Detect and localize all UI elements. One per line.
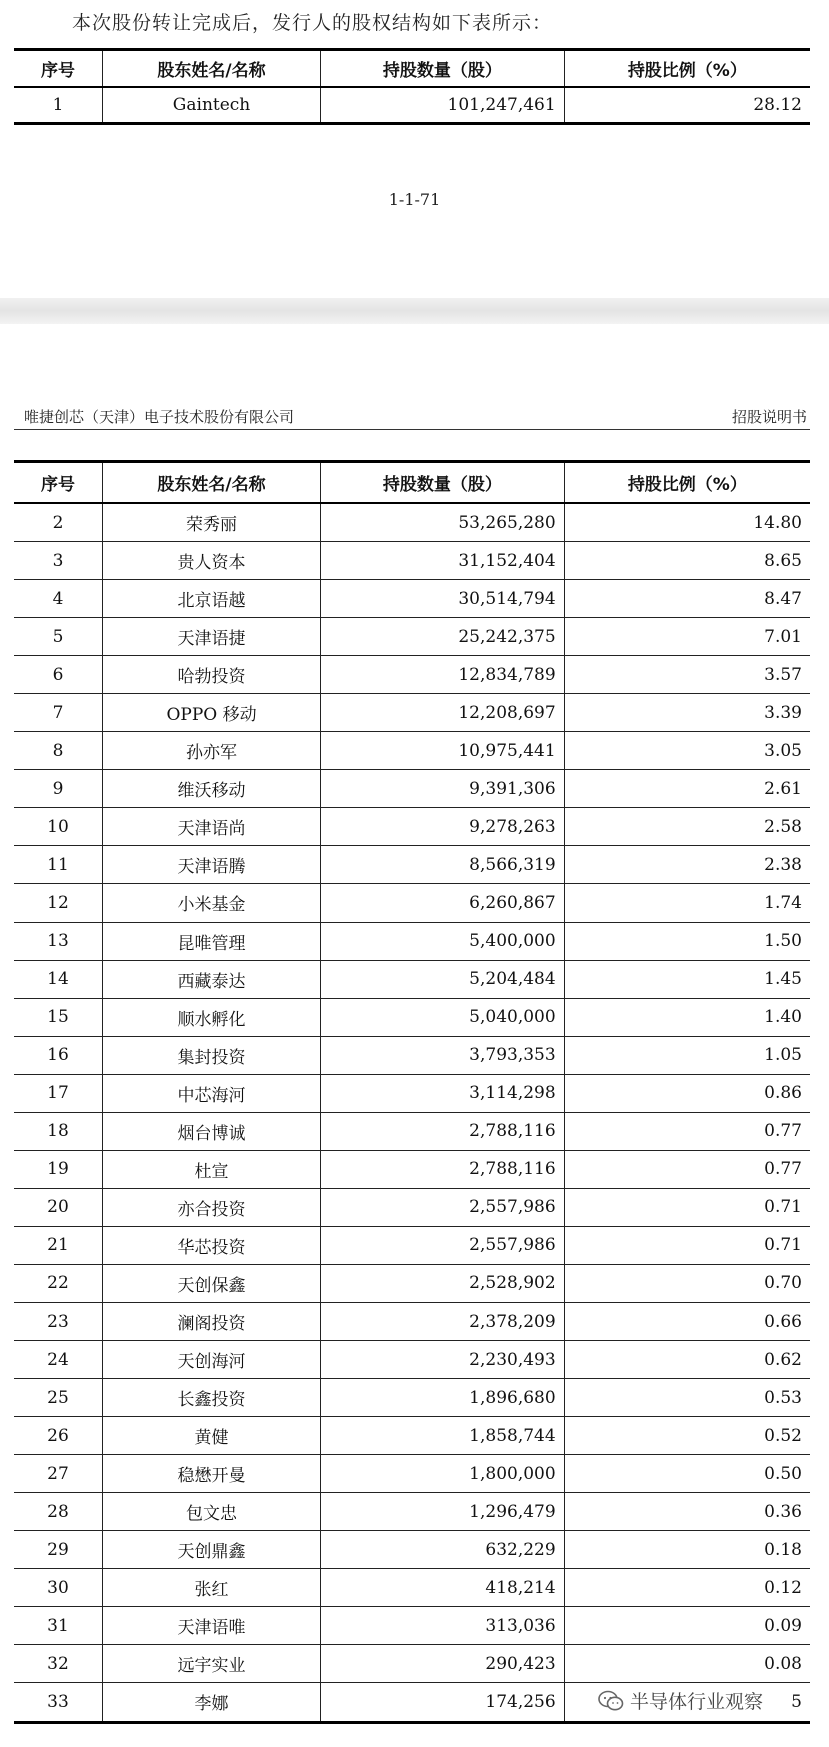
cell-no: 26	[14, 1417, 102, 1455]
table-row	[14, 846, 810, 884]
cell-no: 31	[14, 1607, 102, 1645]
cell-name: 小米基金	[102, 884, 320, 922]
cell-shares: 174,256	[321, 1683, 565, 1722]
cell-ratio: 1.50	[564, 922, 810, 960]
cell-name: 杜宣	[102, 1150, 320, 1188]
table-row	[14, 656, 810, 694]
cell-shares: 1,896,680	[321, 1379, 565, 1417]
cell-name: 荣秀丽	[102, 503, 320, 542]
cell-name: 天津语尚	[102, 808, 320, 846]
cell-shares: 418,214	[321, 1569, 565, 1607]
cell-ratio: 0.52	[564, 1417, 810, 1455]
column-header-shares: 持股数量（股）	[321, 50, 565, 88]
cell-no: 30	[14, 1569, 102, 1607]
table-row	[14, 770, 810, 808]
cell-ratio: 7.01	[564, 618, 810, 656]
table-row	[14, 1188, 810, 1226]
cell-shares: 1,858,744	[321, 1417, 565, 1455]
cell-shares: 10,975,441	[321, 732, 565, 770]
cell-ratio: 1.40	[564, 998, 810, 1036]
cell-ratio: 8.65	[564, 542, 810, 580]
cell-shares: 8,566,319	[321, 846, 565, 884]
cell-no: 8	[14, 732, 102, 770]
column-header-name: 股东姓名/名称	[102, 462, 320, 504]
cell-shares: 632,229	[321, 1531, 565, 1569]
cell-ratio: 0.36	[564, 1493, 810, 1531]
cell-shares: 2,788,116	[321, 1112, 565, 1150]
table-row	[14, 618, 810, 656]
cell-ratio: 0.71	[564, 1226, 810, 1264]
table-row	[14, 1150, 810, 1188]
watermark	[594, 1685, 767, 1716]
cell-name: 黄健	[102, 1417, 320, 1455]
cell-ratio: 2.61	[564, 770, 810, 808]
cell-shares: 31,152,404	[321, 542, 565, 580]
cell-ratio: 0.53	[564, 1379, 810, 1417]
cell-no: 33	[14, 1683, 102, 1722]
intro-text: 本次股份转让完成后，发行人的股权结构如下表所示：	[72, 12, 553, 34]
cell-no: 20	[14, 1188, 102, 1226]
cell-name: 李娜	[102, 1683, 320, 1722]
cell-shares: 30,514,794	[321, 580, 565, 618]
cell-ratio: 0.08	[564, 1645, 810, 1683]
cell-shares: 1,800,000	[321, 1455, 565, 1493]
cell-name: 亦合投资	[102, 1188, 320, 1226]
cell-ratio: 2.58	[564, 808, 810, 846]
cell-name: 华芯投资	[102, 1226, 320, 1264]
cell-name: 北京语越	[102, 580, 320, 618]
cell-ratio: 5	[564, 1683, 810, 1722]
cell-shares: 5,400,000	[321, 922, 565, 960]
cell-name: 稳懋开曼	[102, 1455, 320, 1493]
cell-shares: 3,793,353	[321, 1036, 565, 1074]
cell-shares: 9,278,263	[321, 808, 565, 846]
cell-name: 维沃移动	[102, 770, 320, 808]
cell-name: 澜阁投资	[102, 1302, 320, 1340]
column-header-no: 序号	[14, 462, 102, 504]
cell-no: 16	[14, 1036, 102, 1074]
cell-name: 中芯海河	[102, 1074, 320, 1112]
cell-no: 10	[14, 808, 102, 846]
cell-ratio: 2.38	[564, 846, 810, 884]
column-header-name: 股东姓名/名称	[102, 50, 320, 88]
cell-ratio: 0.71	[564, 1188, 810, 1226]
cell-shares: 2,788,116	[321, 1150, 565, 1188]
cell-no: 32	[14, 1645, 102, 1683]
table-row	[14, 960, 810, 998]
cell-no: 18	[14, 1112, 102, 1150]
cell-ratio: 28.12	[564, 87, 810, 124]
cell-name: 顺水孵化	[102, 998, 320, 1036]
cell-name: OPPO 移动	[102, 694, 320, 732]
cell-no: 6	[14, 656, 102, 694]
cell-no: 19	[14, 1150, 102, 1188]
cell-ratio: 14.80	[564, 503, 810, 542]
table-row	[14, 884, 810, 922]
cell-ratio: 0.50	[564, 1455, 810, 1493]
table-row	[14, 87, 810, 124]
cell-shares: 9,391,306	[321, 770, 565, 808]
cell-ratio: 0.86	[564, 1074, 810, 1112]
cell-name: 哈勃投资	[102, 656, 320, 694]
cell-ratio: 0.77	[564, 1150, 810, 1188]
cell-shares: 290,423	[321, 1645, 565, 1683]
cell-shares: 5,040,000	[321, 998, 565, 1036]
cell-no: 5	[14, 618, 102, 656]
cell-shares: 5,204,484	[321, 960, 565, 998]
cell-shares: 2,230,493	[321, 1341, 565, 1379]
cell-ratio: 0.18	[564, 1531, 810, 1569]
table-row	[14, 732, 810, 770]
cell-shares: 12,208,697	[321, 694, 565, 732]
cell-name: 包文忠	[102, 1493, 320, 1531]
cell-no: 2	[14, 503, 102, 542]
watermark-text: 半导体行业观察	[630, 1691, 764, 1713]
table-row	[14, 1302, 810, 1340]
cell-shares: 2,557,986	[321, 1226, 565, 1264]
cell-no: 27	[14, 1455, 102, 1493]
cell-name: 长鑫投资	[102, 1379, 320, 1417]
cell-shares: 25,242,375	[321, 618, 565, 656]
wechat-icon	[598, 1690, 624, 1712]
header-divider	[14, 429, 810, 430]
cell-no: 28	[14, 1493, 102, 1531]
cell-name: 贵人资本	[102, 542, 320, 580]
table-row	[14, 503, 810, 542]
table-row	[14, 1341, 810, 1379]
cell-no: 14	[14, 960, 102, 998]
cell-name: 天津语唯	[102, 1607, 320, 1645]
header-doc-type: 招股说明书	[731, 408, 807, 426]
table-row	[14, 922, 810, 960]
cell-shares: 313,036	[321, 1607, 565, 1645]
table-row	[14, 1264, 810, 1302]
table-row	[14, 1569, 810, 1607]
table-row	[14, 1493, 810, 1531]
table-row	[14, 1417, 810, 1455]
column-header-ratio: 持股比例（%）	[564, 462, 810, 504]
cell-no: 1	[14, 87, 102, 124]
cell-shares: 2,528,902	[321, 1264, 565, 1302]
cell-no: 23	[14, 1302, 102, 1340]
shareholding-table-main	[14, 460, 810, 1724]
table-row	[14, 1074, 810, 1112]
cell-no: 12	[14, 884, 102, 922]
table-header-row	[14, 462, 810, 504]
table-row	[14, 998, 810, 1036]
table-row	[14, 1645, 810, 1683]
cell-ratio: 0.62	[564, 1341, 810, 1379]
cell-name: 远宇实业	[102, 1645, 320, 1683]
cell-no: 4	[14, 580, 102, 618]
cell-no: 15	[14, 998, 102, 1036]
cell-no: 21	[14, 1226, 102, 1264]
table-row	[14, 808, 810, 846]
cell-no: 13	[14, 922, 102, 960]
cell-no: 7	[14, 694, 102, 732]
cell-no: 17	[14, 1074, 102, 1112]
cell-ratio: 8.47	[564, 580, 810, 618]
table-row	[14, 1455, 810, 1493]
cell-shares: 2,378,209	[321, 1302, 565, 1340]
cell-no: 22	[14, 1264, 102, 1302]
table-row	[14, 1036, 810, 1074]
cell-shares: 12,834,789	[321, 656, 565, 694]
cell-ratio: 0.12	[564, 1569, 810, 1607]
cell-ratio: 3.57	[564, 656, 810, 694]
cell-no: 25	[14, 1379, 102, 1417]
table-header-row	[14, 50, 810, 88]
table-row	[14, 1112, 810, 1150]
cell-name: 张红	[102, 1569, 320, 1607]
column-header-ratio: 持股比例（%）	[564, 50, 810, 88]
cell-name: 天创鼎鑫	[102, 1531, 320, 1569]
header-company: 唯捷创芯（天津）电子技术股份有限公司	[24, 408, 295, 426]
cell-no: 3	[14, 542, 102, 580]
cell-shares: 2,557,986	[321, 1188, 565, 1226]
cell-name: 昆唯管理	[102, 922, 320, 960]
cell-no: 9	[14, 770, 102, 808]
table-row	[14, 694, 810, 732]
cell-shares: 53,265,280	[321, 503, 565, 542]
column-header-shares: 持股数量（股）	[321, 462, 565, 504]
cell-shares: 1,296,479	[321, 1493, 565, 1531]
cell-ratio: 0.66	[564, 1302, 810, 1340]
cell-ratio: 1.45	[564, 960, 810, 998]
page-number: 1-1-71	[388, 190, 441, 209]
cell-ratio: 3.05	[564, 732, 810, 770]
cell-name: 西藏泰达	[102, 960, 320, 998]
cell-shares: 3,114,298	[321, 1074, 565, 1112]
cell-name: 天创保鑫	[102, 1264, 320, 1302]
table-row	[14, 1531, 810, 1569]
cell-shares: 6,260,867	[321, 884, 565, 922]
column-header-no: 序号	[14, 50, 102, 88]
cell-name: Gaintech	[102, 87, 320, 124]
cell-no: 24	[14, 1341, 102, 1379]
table-row	[14, 1379, 810, 1417]
cell-ratio: 1.74	[564, 884, 810, 922]
cell-name: 天津语腾	[102, 846, 320, 884]
cell-name: 烟台博诚	[102, 1112, 320, 1150]
cell-name: 天创海河	[102, 1341, 320, 1379]
cell-shares: 101,247,461	[321, 87, 565, 124]
cell-ratio: 1.05	[564, 1036, 810, 1074]
cell-no: 11	[14, 846, 102, 884]
cell-ratio: 0.09	[564, 1607, 810, 1645]
table-row	[14, 1226, 810, 1264]
cell-ratio: 3.39	[564, 694, 810, 732]
cell-ratio: 0.77	[564, 1112, 810, 1150]
cell-name: 孙亦军	[102, 732, 320, 770]
table-row	[14, 1607, 810, 1645]
table-row	[14, 542, 810, 580]
shareholding-table-top	[14, 48, 810, 125]
cell-name: 天津语捷	[102, 618, 320, 656]
cell-ratio: 0.70	[564, 1264, 810, 1302]
cell-no: 29	[14, 1531, 102, 1569]
table-row	[14, 580, 810, 618]
cell-name: 集封投资	[102, 1036, 320, 1074]
page-separator	[0, 298, 829, 324]
